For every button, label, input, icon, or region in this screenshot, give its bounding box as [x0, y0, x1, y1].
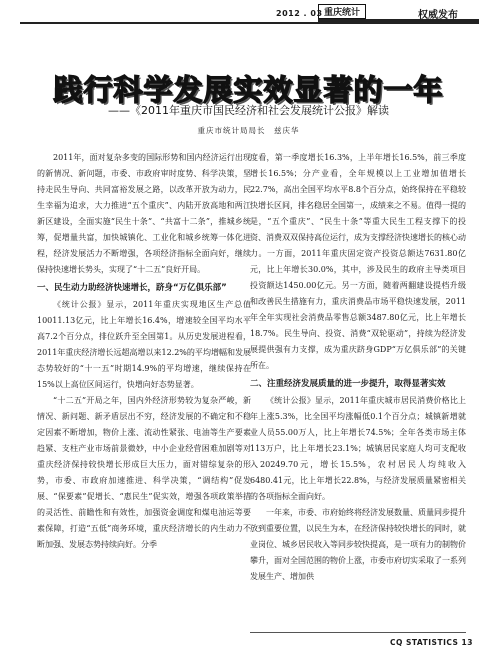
right-column: [250, 150, 466, 585]
article-title: 践行科学发展实效显著的一年: [53, 73, 444, 107]
paragraph: 《统计公报》显示，2011年重庆实现地区生产总值10011.13亿元，比上年增长16.4%，增速较全国平均水平高7.2个百分点，排位跃升至全国第1。从历史发展进程看，2011年重庆经济增长远超高增以来12.2%的平均增幅和发展态势较好的“十一五”时期14.9%的平均增速，继续保持在15%以上高位区间运行，快增向好态势显著。: [37, 300, 251, 389]
article-subtitle: ——《2011年重庆市国民经济和社会发展统计公报》解读: [108, 104, 389, 117]
paragraph: 2011年，面对复杂多变的国际形势和国内经济运行出现的新情况、新问题，市委、市政府审时度势、科学决策，坚持走民生导向、共同富裕发展之路，以改革开放为动力，民生幸福为追求，大力推进“五个重庆”、内陆开放高地和两江新区建设，全面实施“民生十条”、“共富十二条”，推城乡统筹，促增量共富，加快城镇化、工业化和城乡统筹一体化进程，经济发展活力不断增强，各项经济指标全面向好，继续保持快速增长势头，实现了“十二五”良好开局。: [37, 153, 251, 274]
section-heading: 一、民生动力助经济快速增长，跻身“万亿俱乐部”: [37, 283, 227, 293]
paragraph: 《统计公报》显示，2011年重庆城市居民消费价格比上年上涨5.3%，比全国平均涨幅低0.1个百分点；城镇新增就业人员55.00万人，比上年增长74.5%；全年各类市场主体113万户，比上年增长23.1%；城镇居民家庭人均可支配收入20249.70元，增长15.5%，农村居民人均纯收入6480.41元，比上年增长22.8%，与经济发展质量紧密相关的各项指标全面向好。: [250, 396, 466, 501]
page-header: [0, 0, 497, 34]
paragraph: 一年来，市委、市府始终将经济发展数量、质量同步提升放到重要位置，以民生为本，在经济保持较快增长的同时，就业岗位、城乡居民收入等同步较快提高，是一项有力的制物价攀升，面对全国范围的物价上涨，市委市府切实采取了一系列发展生产、增加供: [250, 508, 466, 581]
page-footer: CQ STATISTICS 13: [390, 638, 473, 647]
section-label: 重庆统计: [318, 4, 366, 19]
paragraph: “十二五”开局之年，国内外经济形势较为复杂严峻，新情况、新问题、新矛盾层出不穷，经济发展的不确定和不稳定因素不断增加，物价上涨、流动性紧张、电油等生产要素趋紧、支柱产业市场前景微妙，中小企业经营困难加剧等对重庆经济保持较快增长形成巨大压力，面对错综复杂的形势，市委、市政府加速推进、科学决策，“调结构”促发展、“保要素”促增长、“惠民生”促实效，增强各项政策举措的灵活性、前瞻性和有效性，加强资金调度和煤电油运等要素保障，打造“五低”商务环境，重庆经济增长的内生动力不断加强、发展态势持续向好。分季: [37, 396, 251, 549]
section-title: 权威发布: [418, 10, 458, 21]
left-column: [37, 150, 251, 553]
issue-number: 2012 . 03: [276, 9, 323, 18]
footer-rule: [250, 632, 466, 633]
paragraph: 度看，第一季度增长16.3%，上半年增长16.5%，前三季度增长16.5%；分产业看，全年规模以上工业增加值增长22.7%，高出全国平均水平8.8个百分点，始终保持在平稳较快增长区间，排名稳居全国第一，成绩来之不易。值得一提的是，“五个重庆”、“民生十条”等重大民生工程支撑下的投资、消费双双保持高位运行，成为支撑经济快速增长的核心动力。一方面，2011年重庆固定资产投资总额达7631.80亿元，比上年增长30.0%，其中，涉及民生的政府主导类项目投资额达1450.00亿元。另一方面，随着两翻建设提档升级和改善民生措施有力，重庆消费品市场平稳快速发展，2011年全年实现社会消费品零售总额3487.80亿元，比上年增长18.7%。民生导向、投资、消费“双轮驱动”，持续为经济发展提供强有力支撑，成为重庆跻身GDP“万亿俱乐部”的关键所在。: [250, 153, 466, 370]
article-author: 重庆市统计局局长 兹庆华: [197, 126, 300, 135]
section-heading: 二、注重经济发展质量的进一步提升，取得显著实效: [250, 379, 446, 389]
